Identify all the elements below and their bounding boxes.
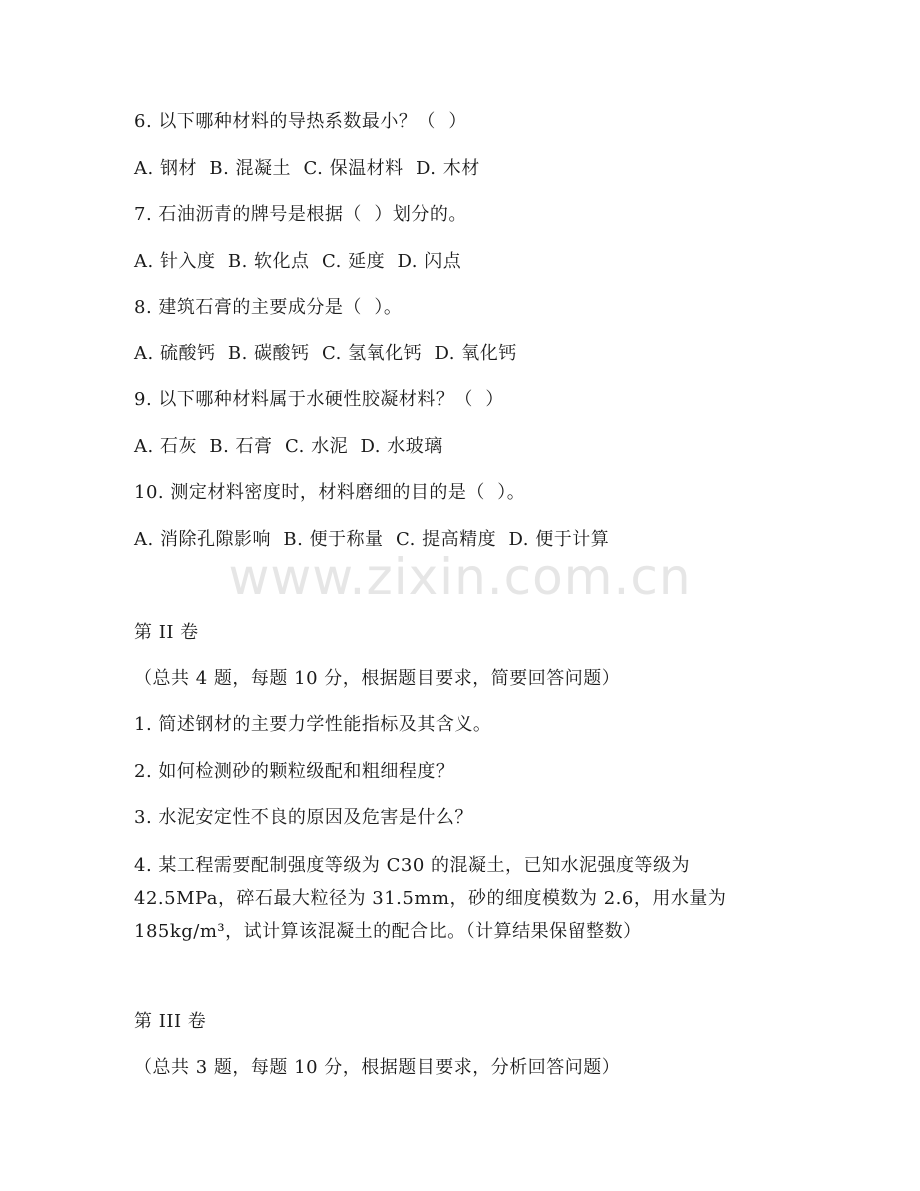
part3-heading: 第 III 卷 bbox=[134, 1011, 207, 1032]
question-10-options: A. 消除孔隙影响 B. 便于称量 C. 提高精度 D. 便于计算 bbox=[134, 529, 610, 550]
part3-instructions: （总共 3 题，每题 10 分，根据题目要求，分析回答问题） bbox=[134, 1057, 621, 1078]
question-6: 6. 以下哪种材料的导热系数最小？（ ） bbox=[134, 111, 467, 132]
part2-question-3: 3. 水泥安定性不良的原因及危害是什么？ bbox=[134, 807, 473, 828]
question-9-options: A. 石灰 B. 石膏 C. 水泥 D. 水玻璃 bbox=[134, 436, 443, 457]
watermark: www.zixin.com.cn bbox=[228, 548, 692, 606]
question-9: 9. 以下哪种材料属于水硬性胶凝材料？（ ） bbox=[134, 389, 504, 410]
question-10: 10. 测定材料密度时，材料磨细的目的是（ ）。 bbox=[134, 482, 526, 503]
question-8: 8. 建筑石膏的主要成分是（ ）。 bbox=[134, 297, 403, 318]
question-6-options: A. 钢材 B. 混凝土 C. 保温材料 D. 木材 bbox=[134, 158, 480, 179]
part2-question-2: 2. 如何检测砂的颗粒级配和粗细程度？ bbox=[134, 761, 455, 782]
question-8-options: A. 硫酸钙 B. 碳酸钙 C. 氢氧化钙 D. 氧化钙 bbox=[134, 343, 517, 364]
question-7-options: A. 针入度 B. 软化点 C. 延度 D. 闪点 bbox=[134, 251, 462, 272]
question-7: 7. 石油沥青的牌号是根据（ ）划分的。 bbox=[134, 204, 467, 225]
part2-question-1: 1. 简述钢材的主要力学性能指标及其含义。 bbox=[134, 714, 492, 735]
part2-question-4: 4. 某工程需要配制强度等级为 C30 的混凝土，已知水泥强度等级为 42.5MPa，碎石最大粒径为 31.5mm，砂的细度模数为 2.6，用水量为 185kg/m³，试计算该混凝土的配合比。（计算结果保留整数） bbox=[134, 855, 727, 942]
part2-instructions: （总共 4 题，每题 10 分，根据题目要求，简要回答问题） bbox=[134, 668, 621, 689]
part2-heading: 第 II 卷 bbox=[134, 622, 199, 643]
